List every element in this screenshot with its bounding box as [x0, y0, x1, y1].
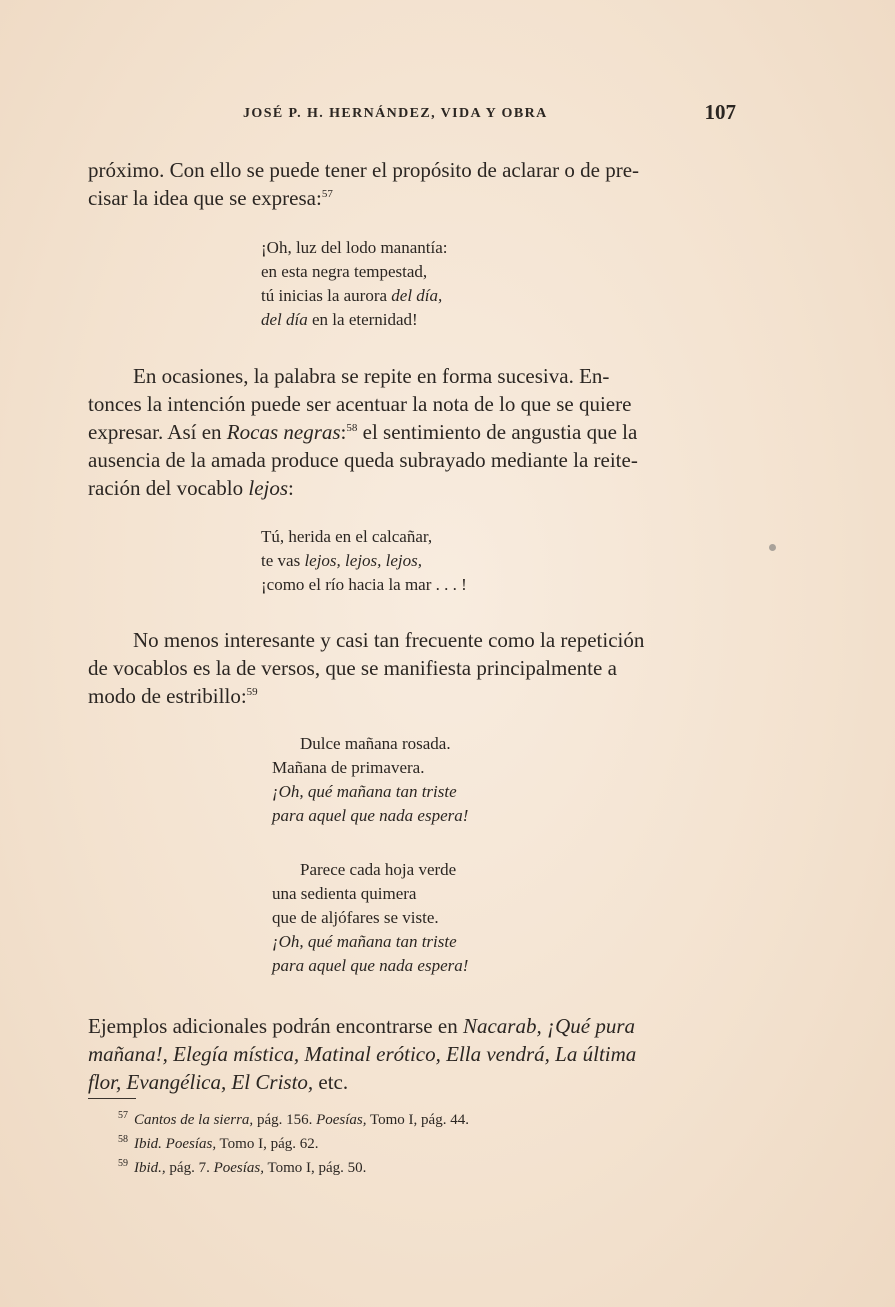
verse-line: Mañana de primavera.	[272, 758, 425, 777]
work-title: Rocas negras	[226, 420, 341, 444]
footnote-58: $^{58}$ Ibid. Poesías, Tomo I, pág. 62.	[118, 1134, 319, 1152]
running-title: JOSÉ P. H. HERNÁNDEZ, VIDA Y OBRA	[243, 106, 548, 121]
p3-line-3: modo de estribillo:	[88, 684, 247, 708]
verse-1	[261, 236, 447, 332]
verse-line: que de aljófares se viste.	[272, 908, 439, 927]
verse-2	[261, 525, 467, 597]
p4-line-2: mañana!, Elegía mística, Matinal erótico, Ella vendrá, La última	[88, 1042, 637, 1066]
footnote-ref-59: 59	[246, 686, 258, 698]
verse-line: tú inicias la aurora del día,	[261, 286, 443, 305]
verse-line: ¡como el río hacia la mar . . . !	[261, 575, 467, 594]
verse-line: Dulce mañana rosada.	[300, 734, 451, 753]
paper-speck	[769, 544, 776, 551]
verse-line: ¡Oh, qué mañana tan triste	[272, 782, 457, 801]
verse-line: para aquel que nada espera!	[272, 806, 469, 825]
running-head	[88, 100, 736, 126]
footnote-59: $^{59}$ Ibid., pág. 7. Poesías, Tomo I, pág. 50.	[118, 1158, 367, 1176]
p1-line-2: cisar la idea que se expresa:	[88, 186, 322, 210]
p2-line-2: tonces la intención puede ser acentuar la nota de lo que se quiere	[88, 392, 632, 416]
page-number: 107	[704, 100, 736, 124]
verse-line: te vas lejos, lejos, lejos,	[261, 551, 423, 570]
paragraph-3	[88, 626, 736, 710]
verse-line: Tú, herida en el calcañar,	[261, 527, 433, 546]
verse-line: ¡Oh, qué mañana tan triste	[272, 932, 457, 951]
p3-line-1: No menos interesante y casi tan frecuente como la repetición	[133, 628, 645, 652]
verse-3-stanza-1	[272, 732, 468, 828]
verse-line: del día en la eternidad!	[261, 310, 418, 329]
footnote-ref-57: 57	[321, 188, 333, 200]
verse-line: Parece cada hoja verde	[300, 860, 457, 879]
verse-3-stanza-2	[272, 858, 468, 978]
verse-line: para aquel que nada espera!	[272, 956, 469, 975]
p3-line-2: de vocablos es la de versos, que se manifiesta principalmente a	[88, 656, 617, 680]
paragraph-1	[88, 156, 736, 212]
verse-line: una sedienta quimera	[272, 884, 417, 903]
footnote-rule	[88, 1098, 136, 1099]
p2-line-1: En ocasiones, la palabra se repite en forma sucesiva. En-	[133, 364, 610, 388]
footnotes	[118, 1106, 469, 1178]
verse-line: en esta negra tempestad,	[261, 262, 428, 281]
verse-line: ¡Oh, luz del lodo manantía:	[261, 238, 448, 257]
footnote-57: $^{57}$ Cantos de la sierra, pág. 156. Poesías, Tomo I, pág. 44.	[118, 1110, 469, 1128]
p2-line-4: ausencia de la amada produce queda subrayado mediante la reite-	[88, 448, 638, 472]
paragraph-2: En ocasiones, la palabra se repite en forma sucesiva. En- tonces la intención puede ser acentuar la nota de lo que se quiere expresar. Así en Rocas negras:$^{58}$ el sentimiento de angustia que la ausencia de la amada produce queda subrayado mediante la reite- ración del vocablo lejos:	[88, 364, 638, 500]
paragraph-4: Ejemplos adicionales podrán encontrarse en Nacarab, ¡Qué pura mañana!, Elegía mística, Matinal erótico, Ella vendrá, La última flor, Evangélica, El Cristo, etc.	[88, 1014, 637, 1094]
p1-line-1: próximo. Con ello se puede tener el propósito de aclarar o de pre-	[88, 158, 640, 182]
footnote-ref-58: 58	[346, 422, 358, 434]
